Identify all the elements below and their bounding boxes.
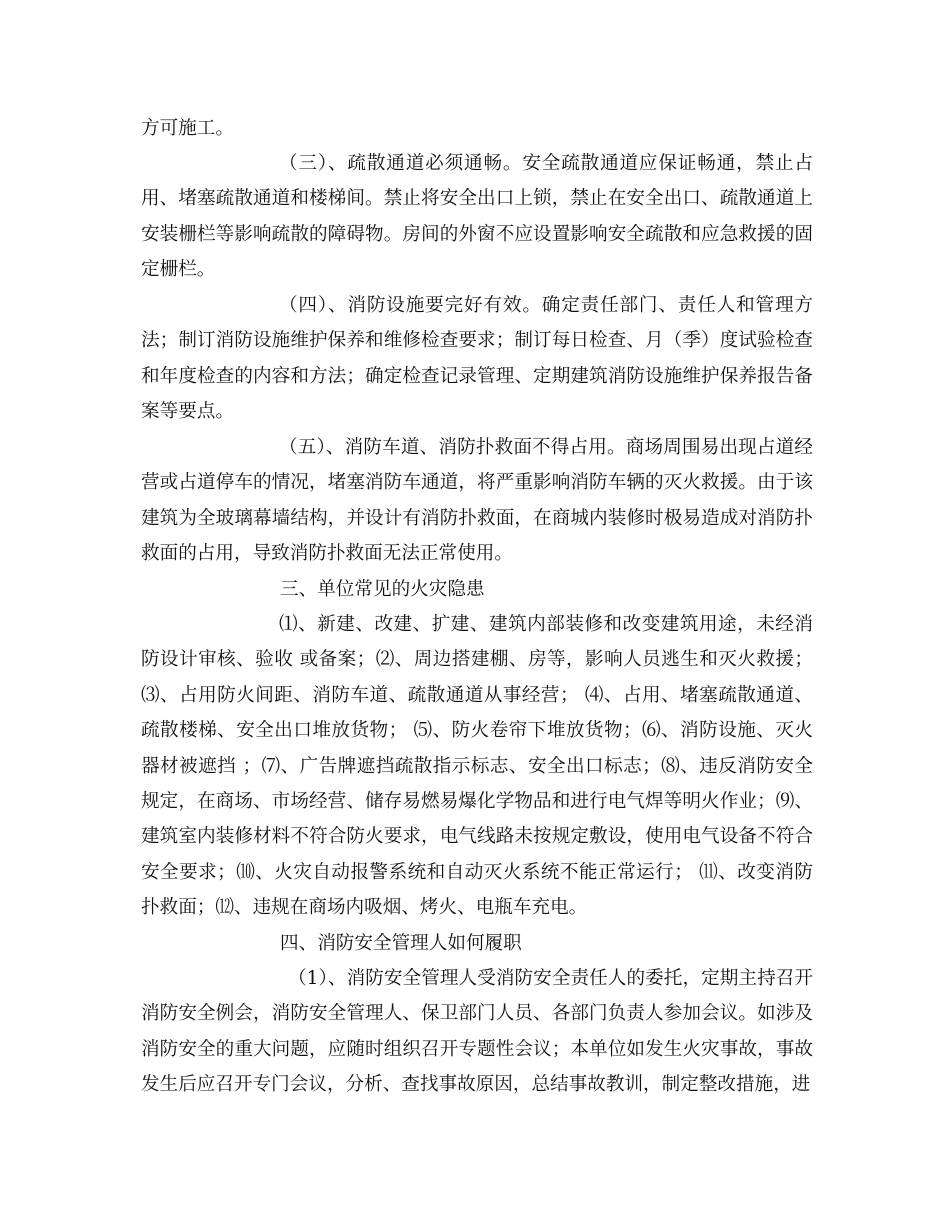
paragraph-continuation: 方可施工。 — [141, 118, 234, 139]
heading-manager-duties: 四、消防安全管理人如何履职 — [280, 933, 522, 954]
paragraph-section-4: （四）、消防设施要完好有效。确定责任部门、责任人和管理方法；制订消防设施维护保养和维修检查要求；制订每日检查、月（季）度试验检查和年度检查的内容和方法；确定检查记录管理、定期建筑消防设施维护保养报告备案等要点。 — [141, 295, 813, 423]
heading-fire-hazards: 三、单位常见的火灾隐患 — [280, 579, 485, 600]
paragraph-section-5: （五）、消防车道、消防扑救面不得占用。商场周围易出现占道经营或占道停车的情况，堵塞消防车通道，将严重影响消防车辆的灭火救援。由于该建筑为全玻璃幕墙结构，并设计有消防扑救面，在商城内装修时极易造成对消防扑救面的占用，导致消防扑救面无法正常使用。 — [141, 437, 813, 565]
paragraph-duty-1: （1）、消防安全管理人受消防安全责任人的委托，定期主持召开消防安全例会，消防安全管理人、保卫部门人员、各部门负责人参加会议。如涉及消防安全的重大问题，应随时组织召开专题性会议；本单位如发生火灾事故，事故发生后应召开专门会议，分析、查找事故原因，总结事故教训，制定整改措施，进 — [141, 968, 813, 1096]
paragraph-hazard-list: ⑴、新建、改建、扩建、建筑内部装修和改变建筑用途，未经消防设计审核、验收 或备案；⑵、周边搭建棚、房等，影响人员逃生和灭火救援；⑶、占用防火间距、消防车道、疏散通道从事经营； ⑷、占用、堵塞疏散通道、疏散楼梯、安全出口堆放货物； ⑸、防火卷帘下堆放货物；⑹、消防设施、灭火器材被遮挡 ；⑺、广告牌遮挡疏散指示标志、安全出口标志；⑻、违反消防安全规定，在商场、市场经营、储存易燃易爆化学物品和进行电气焊等明火作业；⑼、建筑室内装修材料不符合防火要求，电气线路未按规定敷设，使用电气设备不符合安全要求；⑽、火灾自动报警系统和自动灭火系统不能正常运行； ⑾、改变消防扑救面；⑿、违规在商场内吸烟、烤火、电瓶车充电。 — [141, 614, 813, 919]
paragraph-section-3: （三）、疏散通道必须通畅。安全疏散通道应保证畅通，禁止占用、堵塞疏散通道和楼梯间。禁止将安全出口上锁，禁止在安全出口、疏散通道上安装栅栏等影响疏散的障碍物。房间的外窗不应设置影响安全疏散和应急救援的固定栅栏。 — [141, 153, 813, 281]
